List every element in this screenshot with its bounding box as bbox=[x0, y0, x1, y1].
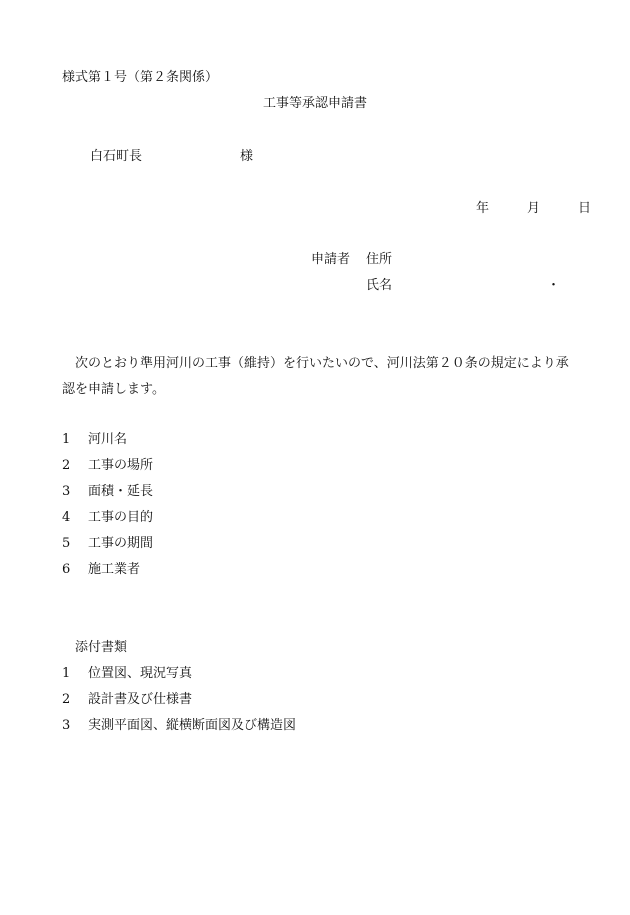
list-item bbox=[62, 510, 153, 536]
item-label: 河川名 bbox=[88, 432, 128, 447]
addressee-honorific: 様 bbox=[240, 149, 254, 164]
list-item bbox=[62, 432, 153, 458]
list-item bbox=[62, 666, 296, 692]
item-label: 工事の期間 bbox=[88, 536, 154, 551]
body-paragraph: 次のとおり準用河川の工事（維持）を行いたいので、河川法第２０条の規定により承認を申請します。 bbox=[62, 356, 569, 397]
date-month: 月 bbox=[527, 201, 541, 216]
list-item bbox=[62, 692, 296, 718]
list-item bbox=[62, 484, 153, 510]
item-label: 工事の目的 bbox=[88, 510, 154, 525]
item-number: 3 bbox=[62, 484, 71, 499]
attachment-number: 3 bbox=[62, 718, 71, 733]
item-number: 4 bbox=[62, 510, 71, 525]
date-day: 日 bbox=[578, 201, 592, 216]
list-item bbox=[62, 458, 153, 484]
item-number: 5 bbox=[62, 536, 71, 551]
item-label: 面積・延長 bbox=[88, 484, 154, 499]
item-list bbox=[62, 432, 153, 588]
item-number: 2 bbox=[62, 458, 71, 473]
attachment-list bbox=[62, 666, 296, 744]
list-item bbox=[62, 536, 153, 562]
item-label: 施工業者 bbox=[88, 562, 141, 577]
address-label: 住所 bbox=[366, 252, 393, 267]
applicant-label: 申請者 bbox=[311, 252, 351, 267]
item-label: 工事の場所 bbox=[88, 458, 154, 473]
list-item bbox=[62, 718, 296, 744]
attachment-label: 位置図、現況写真 bbox=[88, 666, 193, 681]
date-line bbox=[476, 201, 591, 217]
addressee-name: 白石町長 bbox=[90, 149, 143, 164]
date-year: 年 bbox=[476, 201, 490, 216]
attachment-label: 設計書及び仕様書 bbox=[88, 692, 193, 707]
attachment-number: 2 bbox=[62, 692, 71, 707]
item-number: 1 bbox=[62, 432, 71, 447]
name-label: 氏名 bbox=[366, 278, 393, 293]
list-item bbox=[62, 562, 153, 588]
form-number: 様式第１号（第２条関係） bbox=[62, 70, 219, 85]
attachment-label: 実測平面図、縦横断面図及び構造図 bbox=[88, 718, 297, 733]
seal-mark: ・ bbox=[547, 278, 561, 293]
addressee-line bbox=[90, 149, 254, 165]
attachments-title: 添付書類 bbox=[75, 640, 128, 655]
attachment-number: 1 bbox=[62, 666, 71, 681]
document-title: 工事等承認申請書 bbox=[262, 96, 367, 111]
item-number: 6 bbox=[62, 562, 71, 577]
